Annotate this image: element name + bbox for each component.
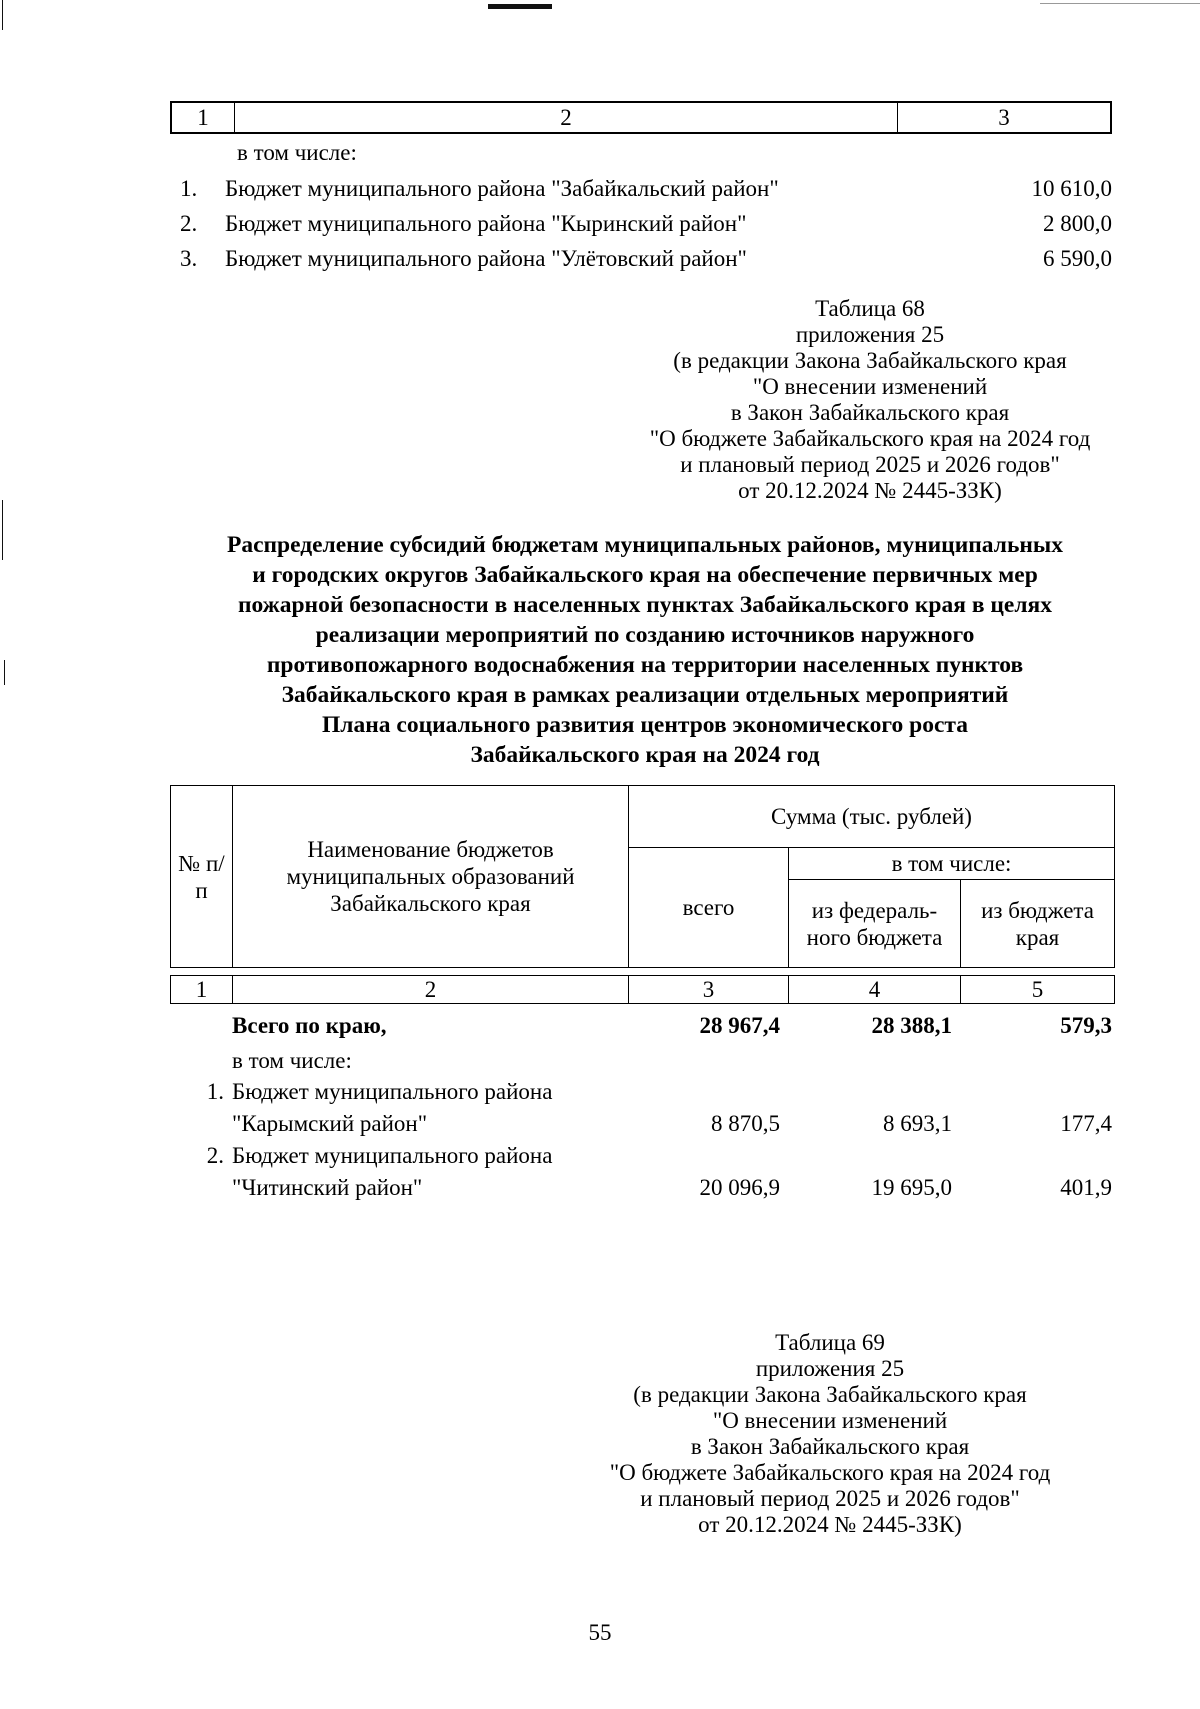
index-cell: 1	[171, 976, 233, 1004]
row-number: 2.	[180, 211, 198, 236]
row-regional: 401,9	[1060, 1175, 1112, 1200]
caption-line: в Закон Забайкальского края	[730, 400, 1010, 425]
total-federal: 28 388,1	[871, 1013, 952, 1038]
title-line: пожарной безопасности в населенных пунктах Забайкальского края в целях	[237, 592, 1053, 618]
main-table-index-row	[170, 975, 1115, 1004]
main-table-subheader: в том числе:	[232, 1048, 352, 1073]
table-row	[180, 1143, 1112, 1169]
row-value: 10 610,0	[1031, 176, 1112, 201]
table-row-continued	[180, 1175, 1112, 1201]
caption-line: Таблица 68	[815, 296, 925, 321]
title-line: и городских округов Забайкальского края на обеспечение первичных мер	[252, 562, 1038, 588]
col-header-total: всего	[629, 848, 789, 968]
total-regional: 579,3	[1060, 1013, 1112, 1038]
caption-line: и плановый период 2025 и 2026 годов"	[640, 1486, 1020, 1511]
row-number: 1.	[180, 176, 198, 201]
row-name-line2: "Читинский район"	[232, 1175, 423, 1200]
row-value: 2 800,0	[1043, 211, 1112, 236]
caption-line: в Закон Забайкальского края	[690, 1434, 970, 1459]
top-table-header	[170, 101, 1112, 134]
top-table-header-col1: 1	[172, 103, 235, 132]
caption-line: "О внесении изменений	[752, 374, 988, 399]
top-table-subheader: в том числе:	[237, 140, 357, 165]
row-name-line1: Бюджет муниципального района	[232, 1143, 553, 1168]
title-line: Распределение субсидий бюджетам муниципальных районов, муниципальных	[226, 532, 1064, 558]
row-name: Бюджет муниципального района "Забайкальский район"	[225, 176, 779, 201]
top-table-header-col3: 3	[998, 104, 1010, 130]
row-number: 3.	[180, 246, 198, 271]
top-table-row	[180, 207, 1112, 241]
caption-line: (в редакции Закона Забайкальского края	[633, 1382, 1027, 1407]
caption-line: приложения 25	[795, 322, 945, 347]
caption-line: "О бюджете Забайкальского края на 2024 год	[609, 1460, 1051, 1485]
row-total: 20 096,9	[699, 1175, 780, 1200]
page-number: 55	[588, 1620, 612, 1645]
caption-line: от 20.12.2024 № 2445-ЗЗК)	[698, 1512, 962, 1537]
scan-mark-top	[488, 4, 552, 9]
title-line: противопожарного водоснабжения на территории населенных пунктов	[266, 652, 1024, 678]
total-value: 28 967,4	[699, 1013, 780, 1038]
row-name-line1: Бюджет муниципального района	[232, 1079, 553, 1104]
title-line: Забайкальского края в рамках реализации отдельных мероприятий	[281, 682, 1009, 708]
total-label: Всего по краю,	[232, 1013, 387, 1038]
row-federal: 19 695,0	[871, 1175, 952, 1200]
title-line: Забайкальского края на 2024 год	[470, 742, 820, 768]
top-table-header-col2: 2	[235, 103, 898, 132]
table-row	[180, 1079, 1112, 1105]
caption-table-68	[620, 296, 1120, 504]
row-value: 6 590,0	[1043, 246, 1112, 271]
col-header-sum: Сумма (тыс. рублей)	[629, 786, 1115, 848]
row-number: 2.	[206, 1143, 224, 1168]
caption-line: "О внесении изменений	[712, 1408, 948, 1433]
title-line: реализации мероприятий по созданию источников наружного	[315, 622, 975, 648]
main-table-header	[170, 785, 1115, 968]
title-line: Плана социального развития центров экономического роста	[322, 712, 968, 738]
row-regional: 177,4	[1060, 1111, 1112, 1136]
table-row-continued	[180, 1111, 1112, 1137]
scan-mark-left-1	[2, 0, 3, 30]
col-header-number: № п/п	[171, 786, 233, 968]
total-row	[180, 1013, 1112, 1039]
col-header-federal: из федераль-ного бюджета	[789, 880, 961, 968]
scan-mark-right	[1040, 3, 1200, 4]
col-header-name: Наименование бюджетов муниципальных образований Забайкальского края	[233, 786, 629, 968]
caption-line: "О бюджете Забайкальского края на 2024 год	[649, 426, 1091, 451]
caption-line: и плановый период 2025 и 2026 годов"	[680, 452, 1060, 477]
row-name: Бюджет муниципального района "Улётовский район"	[225, 246, 747, 271]
scan-mark-left-3	[4, 660, 5, 685]
index-cell: 3	[629, 976, 789, 1004]
row-name-line2: "Карымский район"	[232, 1111, 428, 1136]
document-title	[150, 530, 1140, 770]
col-header-regional: из бюджета края	[961, 880, 1115, 968]
col-header-including: в том числе:	[789, 848, 1115, 880]
caption-line: Таблица 69	[775, 1330, 885, 1355]
caption-line: приложения 25	[755, 1356, 905, 1381]
index-cell: 2	[233, 976, 629, 1004]
row-name: Бюджет муниципального района "Кыринский район"	[225, 211, 747, 236]
index-cell: 4	[789, 976, 961, 1004]
top-table-row	[180, 242, 1112, 276]
top-table-row	[180, 172, 1112, 206]
row-number: 1.	[206, 1079, 224, 1104]
caption-line: от 20.12.2024 № 2445-ЗЗК)	[738, 478, 1002, 503]
row-total: 8 870,5	[711, 1111, 780, 1136]
caption-table-69	[580, 1330, 1080, 1538]
caption-line: (в редакции Закона Забайкальского края	[673, 348, 1067, 373]
index-cell: 5	[961, 976, 1115, 1004]
row-federal: 8 693,1	[883, 1111, 952, 1136]
scan-mark-left-2	[2, 500, 3, 560]
